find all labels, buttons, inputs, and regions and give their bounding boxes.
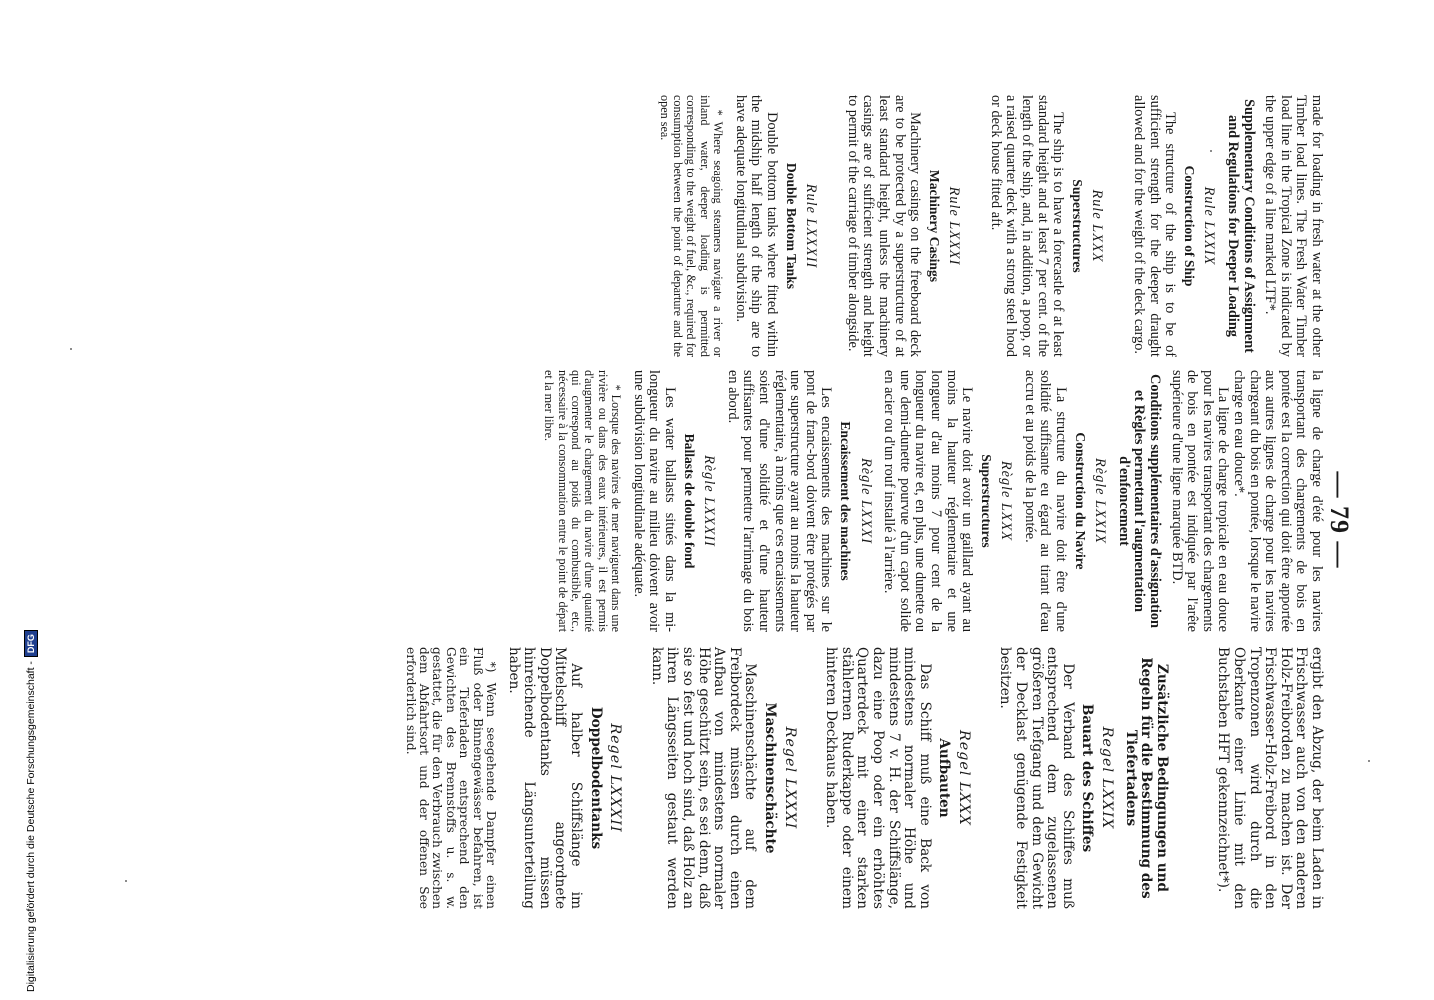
credit-text: Digitalisierung gefördert durch die Deutsche Forschungsgemeinschaft - — [25, 661, 37, 992]
french-footnote: * Lorsque des navires de mer naviguent dans une rivière ou dans des eaux intérieures, il est permis d'augmenter le chargement du navire d'une quantité qui correspond au poids du combustible, etc., nécessaire à la consommation entre le point de départ et la mer libre. — [542, 370, 624, 632]
french-heading: Conditions supplémentaires d'assignation et Règles permettant l'augmentation d'enfoncement — [1115, 374, 1164, 628]
english-rule-81: Rule LXXXI — [946, 186, 963, 266]
english-rule-82: Rule LXXXII — [803, 183, 820, 269]
german-rule-80-text: Das Schiff muß eine Back von mindestens normaler Höhe und mindestens 7 v. H. der Schiffslänge, dazu eine Poop oder ein erhöhtes Quarterdeck mit einer starken stählernen Ruderkappe oder einem hinteren Deckhaus haben. — [823, 647, 933, 909]
english-rule-80-title: Superstructures — [1069, 179, 1085, 273]
german-rule-81-text: Maschinenschächte auf dem Freibordeck müssen durch einen Aufbau von mindestens normaler Höhe geschützt sein, es sei denn, daß sie so fest und hoch sind, daß Holz an ihren Längsseiten gestaut werden kann. — [648, 647, 759, 909]
digitization-credit — [24, 630, 38, 992]
german-rule-79: Regel LXXIX — [1099, 726, 1116, 830]
french-rule-79-title: Construction du Navire — [1072, 432, 1088, 570]
dfg-logo: DFG — [24, 630, 38, 657]
english-rule-80-text: The ship is to have a forecastle of at least standard height and at least 7 per cent. of the length of the ship, and, in addition, a poop, or a raised quarter deck with a strong steel hood or deck house fitted aft. — [987, 95, 1067, 357]
english-rule-82-text: Double bottom tanks where fitted within the midship half length of the ship are to have adequate longitudinal subdivision. — [732, 95, 780, 357]
french-rule-82-text: Les water ballasts situés dans la mi-longueur du navire au milieu doivent avoir une subdivision longitudinale adéquate. — [630, 370, 679, 632]
french-intro: la ligne de charge d'été pour les navires transportant des chargements de bois en pontée est la correction qui doit être apportée aux autres lignes de charge pour les navires chargeant du bois en pontée, lorsque le navire charge en eau douce*. — [1231, 370, 1325, 632]
german-rule-82-title: Doppelbodentanks — [587, 706, 604, 850]
scan-speck — [125, 880, 127, 882]
french-rule-81-text: Les encaissements des machines sur le pont de franc-bord doivent être protégés par une superstructure ayant au moins la hauteur réglementaire, à moins que ces encaissements soient d'une solidité et d'une hauteur suffisantes pour permettre l'arrimage du bois en abord. — [724, 370, 835, 633]
french-rule-81-title: Encaissement des machines — [837, 421, 853, 581]
german-rule-82-text: Auf halber Schiffslänge im Mittelschiff angeordnete Doppelbodentanks müssen hinreichende Längsunterteilung haben. — [505, 647, 585, 909]
french-column — [542, 370, 1324, 632]
german-column — [403, 647, 1324, 909]
french-intro-2: La ligne de charge tropicale en eau douce pour les navires transportant des chargements de bois en pontée est indiquée par l'arête supérieure d'une ligne marquée BTD. — [1168, 370, 1232, 632]
scan-speck — [70, 348, 72, 350]
german-heading: Zusätzliche Bedingungen und Regeln für die Bestimmung des Tiefertadens — [1122, 657, 1170, 899]
english-rule-82-title: Double Bottom Tanks — [783, 162, 799, 290]
english-rule-80: Rule LXXX — [1089, 189, 1106, 263]
german-rule-81: Regel LXXXI — [781, 726, 798, 830]
french-rule-79-text: La structure du navire doit être d'une solidité suffisante eu égard au tirant d'eau accru et au poids de la pontée. — [1021, 370, 1070, 632]
scan-speck — [1210, 150, 1212, 152]
french-rule-80-title: Superstructures — [978, 454, 994, 548]
german-rule-81-title: Maschinenschächte — [761, 702, 778, 854]
french-rule-79: Règle LXXIX — [1092, 457, 1109, 545]
english-rule-81-title: Machinery Casings — [926, 169, 942, 283]
german-rule-82: Regel LXXXII — [607, 723, 624, 833]
german-rule-79-title: Bauart des Schiffes — [1079, 703, 1096, 853]
german-footnote: *) Wenn seegehende Dampfer einen Fluß oder Binnengewässer befahren, ist ein Tieferladen entsprechend den Gewichten des Brennstoffs u. s. w. gestattet, die für den Verbrauch zwischen dem Abfahrtsort und der offenen See erforderlich sind. — [403, 647, 499, 909]
english-rule-79-text: The structure of the ship is to be of sufficient strength for the deeper draught allowed and for the weight of the deck cargo. — [1131, 95, 1179, 357]
french-rule-80: Règle LXXX — [998, 460, 1015, 542]
english-heading: Supplementary Conditions of Assignment and Regulations for Deeper Loading — [1225, 99, 1257, 353]
french-rule-80-text: Le navire doit avoir un gaillard ayant au moins la hauteur réglementaire et une longueur d'au moins 7 pour cent de la longueur du navire et, en plus, une dunette ou une demi-dunette pourvue d'un capot solide en acier ou d'un rouf installé à l'arrière. — [881, 370, 976, 632]
french-rule-81: Règle LXXXI — [857, 457, 874, 545]
german-rule-80: Regel LXXX — [955, 730, 972, 826]
english-rule-79: Rule LXXIX — [1201, 186, 1218, 266]
german-rule-79-text: Der Verband des Schiffes muß entsprechend dem zugelassenen größeren Tiefgang und dem Gewicht der Decklast genügende Festigkeit besitzen. — [997, 647, 1076, 909]
english-rule-79-title: Construction of Ship — [1181, 165, 1197, 287]
french-rule-82: Règle LXXXII — [701, 455, 718, 547]
english-footnote: * Where seagoing steamers navigate a river or inland water, deeper loading is permitted corresponding to the weight of fuel, &c., required for consumption between the point of departure and the open sea. — [657, 95, 726, 357]
german-rule-80-title: Aufbauten — [936, 738, 953, 818]
scan-speck — [1368, 760, 1370, 762]
french-rule-82-title: Ballasts de double fond — [681, 433, 697, 569]
english-rule-81-text: Machinery casings on the freeboard deck are to be protected by a superstructure of at least standard height, unless the machinery casings are of sufficient strength and height to permit of the carriage of timber alongside. — [844, 95, 924, 357]
english-intro: made for loading in fresh water at the other Timber load lines. The Fresh Water Timber load line in the Tropical Zone is indicated by the upper edge of a line marked LTF*. — [1262, 95, 1325, 357]
english-column — [657, 95, 1324, 357]
page-number: — 79 — — [1325, 471, 1354, 569]
german-intro: ergibt den Abzug, der beim Laden in Frischwasser auch von den anderen Holz-Freiborden zu machen ist. Der Frischwasser-Holz-Freibord in den Tropenzonen wird durch die Oberkante einer Linie mit den Buchstaben HFT gekennzeichnet*). — [1215, 647, 1325, 909]
